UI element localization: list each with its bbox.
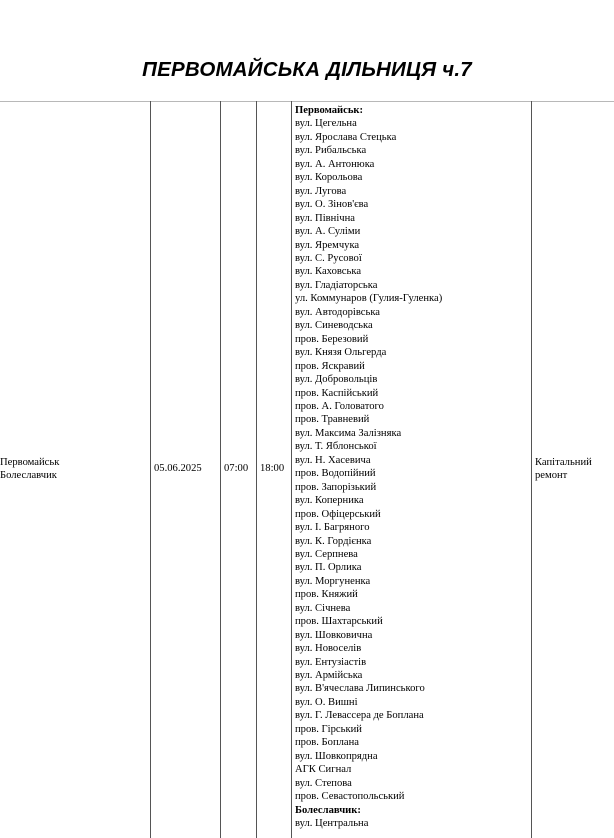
street-item: пров. Офіцерський: [295, 508, 381, 520]
street-item: пров. Запорізький: [295, 481, 377, 493]
reason-line: ремонт: [535, 470, 568, 482]
date-cell: 05.06.2025: [154, 463, 202, 474]
address-list: [295, 104, 442, 830]
street-item: вул. Н. Хасевича: [295, 454, 371, 466]
street-item: вул. Цегельна: [295, 118, 357, 130]
street-item: пров. А. Головатого: [295, 400, 384, 412]
street-item: вул. Шовковична: [295, 629, 373, 641]
street-item: вул. П. Орлика: [295, 562, 362, 574]
street-item: вул. Новоселів: [295, 643, 362, 655]
street-item: АГК Сигнал: [295, 764, 352, 776]
locality-heading: Первомайськ:: [295, 105, 364, 116]
street-item: вул. Січнева: [295, 602, 351, 614]
street-item: вул. Ярослава Стецька: [295, 131, 397, 143]
street-item: вул. Князя Ольгерда: [295, 347, 387, 359]
street-item: пров. Шахтарський: [295, 616, 383, 628]
street-item: вул. Гладіаторська: [295, 279, 378, 291]
street-item: пров. Каспійський: [295, 387, 379, 399]
street-item: вул. Добровольців: [295, 374, 378, 386]
street-item: пров. Березовий: [295, 333, 369, 345]
reason-cell: [535, 456, 592, 483]
street-item: вул. Степова: [295, 777, 352, 789]
column-divider: [220, 101, 221, 838]
locality-name: Первомайськ: [0, 457, 60, 468]
street-item: вул. Лугова: [295, 185, 347, 197]
street-item: вул. Синеводська: [295, 320, 373, 332]
street-item: вул. Г. Левассера де Боплана: [295, 710, 424, 722]
street-item: вул. Коперника: [295, 495, 364, 507]
outage-table: [0, 101, 614, 838]
street-item: пров. Гірський: [295, 723, 362, 735]
end-time-cell: 18:00: [260, 463, 285, 474]
street-item: вул. Автодорівська: [295, 306, 381, 318]
street-item: вул. Шовкопрядна: [295, 750, 378, 762]
street-item: вул. С. Русової: [295, 252, 362, 264]
street-item: вул. А. Суліми: [295, 226, 361, 238]
street-item: вул. В'ячеслава Липинського: [295, 683, 425, 695]
column-divider: [256, 101, 257, 838]
street-item: вул. Центральна: [295, 818, 369, 830]
street-item: вул. А. Антонюка: [295, 158, 375, 170]
locality-name: Болеславчик: [0, 470, 57, 482]
street-item: вул. Ентузіастів: [295, 656, 367, 668]
street-item: вул. Каховська: [295, 266, 362, 278]
column-divider: [531, 101, 532, 838]
street-item: вул. К. Гордієнка: [295, 535, 372, 547]
table-top-border: [0, 101, 614, 102]
column-divider: [150, 101, 151, 838]
street-item: пров. Княжий: [295, 589, 358, 601]
street-item: вул. Максима Залізняка: [295, 427, 402, 439]
street-item: вул. Рибальська: [295, 145, 367, 157]
street-item: вул. Корольова: [295, 172, 363, 184]
street-item: вул. Північна: [295, 212, 355, 224]
street-item: вул. О. Вишні: [295, 696, 358, 708]
street-item: вул. О. Зінов'єва: [295, 199, 369, 211]
reason-line: Капітальний: [535, 457, 592, 468]
street-item: вул. І. Багряного: [295, 522, 370, 534]
street-item: пров. Травневий: [295, 414, 370, 426]
street-item: вул. Яремчука: [295, 239, 360, 251]
street-item: вул. Т. Яблонської: [295, 441, 377, 453]
locality-cell: [0, 456, 59, 483]
street-item: ул. Коммунаров (Гулия-Гуленка): [295, 293, 443, 305]
street-item: пров. Боплана: [295, 737, 359, 749]
street-item: вул. Армійська: [295, 670, 363, 682]
street-item: пров. Яскравий: [295, 360, 365, 372]
start-time-cell: 07:00: [224, 463, 249, 474]
street-item: пров. Севастопольський: [295, 791, 405, 803]
locality-heading: Болеславчик:: [295, 804, 361, 816]
page-title: ПЕРВОМАЙСЬКА ДІЛЬНИЦЯ ч.7: [142, 58, 472, 81]
street-item: пров. Водопійний: [295, 468, 376, 480]
street-item: вул. Серпнева: [295, 548, 358, 560]
column-divider: [291, 101, 292, 838]
street-item: вул. Моргуненка: [295, 575, 371, 587]
